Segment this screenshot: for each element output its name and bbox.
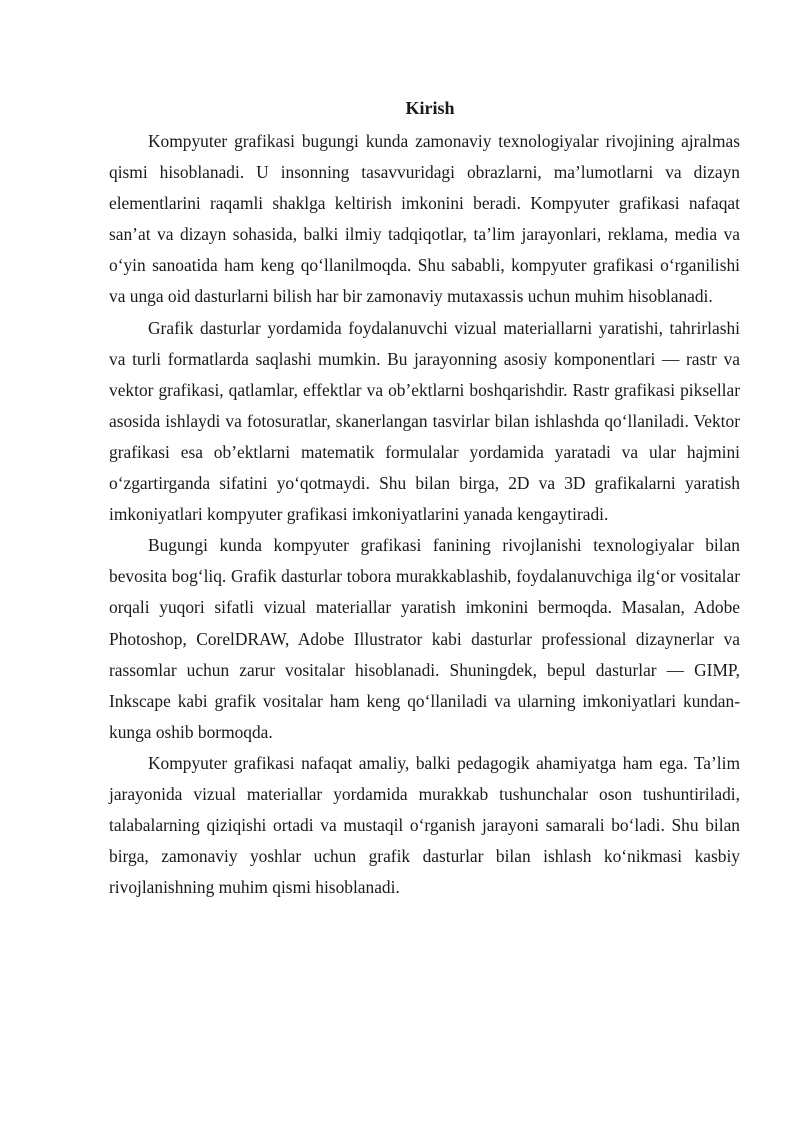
body-text	[109, 126, 740, 903]
paragraph: Bugungi kunda kompyuter grafikasi fanining rivojlanishi texnologiyalar bilan bevosita bog‘liq. Grafik dasturlar tobora murakkablashib, foydalanuvchiga ilg‘or vositalar orqali yuqori sifatli vizual materiallar yaratish imkonini bermoqda. Masalan, Adobe Photoshop, CorelDRAW, Adobe Illustrator kabi dasturlar professional dizaynerlar va rassomlar uchun zarur vositalar hisoblanadi. Shuningdek, bepul dasturlar — GIMP, Inkscape kabi grafik vositalar ham keng qo‘llaniladi va ularning imkoniyatlari kundan-kunga oshib bormoqda.	[109, 535, 740, 742]
paragraph: Kompyuter grafikasi bugungi kunda zamonaviy texnologiyalar rivojining ajralmas qismi hisoblanadi. U insonning tasavvuridagi obrazlarni, ma’lumotlarni va dizayn elementlarini raqamli shaklga keltirish imkonini beradi. Kompyuter grafikasi nafaqat san’at va dizayn sohasida, balki ilmiy tadqiqotlar, ta’lim jarayonlari, reklama, media va o‘yin sanoatida ham keng qo‘llanilmoqda. Shu sababli, kompyuter grafikasi o‘rganilishi va unga oid dasturlarni bilish har bir zamonaviy mutaxassis uchun muhim hisoblanadi.	[109, 131, 740, 307]
section-heading: Kirish	[405, 98, 455, 118]
paragraph: Grafik dasturlar yordamida foydalanuvchi vizual materiallarni yaratishi, tahrirlashi va turli formatlarda saqlashi mumkin. Bu jarayonning asosiy komponentlari — rastr va vektor grafikasi, qatlamlar, effektlar va ob’ektlarni boshqarishdir. Rastr grafikasi piksellar asosida ishlaydi va fotosuratlar, skanerlangan tasvirlar bilan ishlashda qo‘llaniladi. Vektor grafikasi esa ob’ektlarni matematik formulalar yordamida yaratadi va ular hajmini o‘zgartirganda sifatini yo‘qotmaydi. Shu bilan birga, 2D va 3D grafikalarni yaratish imkoniyatlari kompyuter grafikasi imkoniyatlarini yanada kengaytiradi.	[109, 317, 740, 525]
paragraph: Kompyuter grafikasi nafaqat amaliy, balki pedagogik ahamiyatga ham ega. Ta’lim jarayonida vizual materiallar yordamida murakkab tushunchalar oson tushuntiriladi, talabalarning qiziqishi ortadi va mustaqil o‘rganish jarayoni samarali bo‘ladi. Shu bilan birga, zamonaviy yoshlar uchun grafik dasturlar bilan ishlash ko‘nikmasi kasbiy rivojlanishning muhim qismi hisoblanadi.	[109, 752, 740, 898]
